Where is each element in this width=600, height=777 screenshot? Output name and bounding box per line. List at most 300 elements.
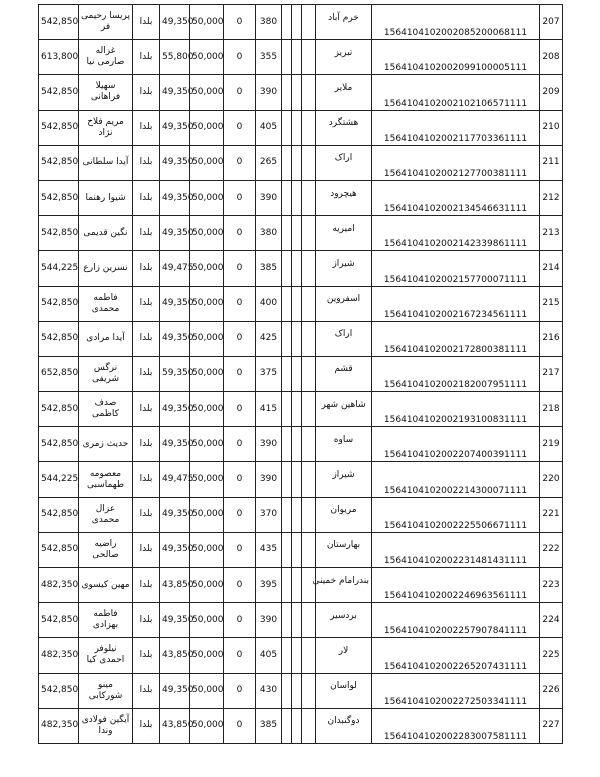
- paid-amount-cell: 49,350: [160, 216, 190, 251]
- type-cell: بلدا: [133, 427, 160, 462]
- type-cell: بلدا: [133, 180, 160, 215]
- zero-cell: 0: [224, 532, 256, 567]
- cap-amount-cell: 50,000: [190, 532, 224, 567]
- zero-cell: 0: [224, 251, 256, 286]
- empty-cell: [292, 462, 302, 497]
- paid-amount-cell: 49,350: [160, 180, 190, 215]
- city-label: بردسیر: [330, 610, 357, 621]
- table-row: [39, 286, 563, 321]
- person-name-cell: معصومه طهماسبی: [79, 462, 133, 497]
- paid-amount-cell: 49,350: [160, 321, 190, 356]
- person-name-cell: غزاله صارمی نیا: [79, 40, 133, 75]
- zero-cell: 0: [224, 356, 256, 391]
- empty-cell: [292, 356, 302, 391]
- zero-cell: 0: [224, 180, 256, 215]
- city-cell: [316, 708, 372, 743]
- code-cell: 1564104102002142339861111: [372, 216, 540, 251]
- empty-cell: [292, 180, 302, 215]
- city-cell: [316, 251, 372, 286]
- empty-cell: [302, 532, 316, 567]
- city-label: لار: [338, 645, 349, 656]
- zero-cell: 0: [224, 603, 256, 638]
- code-cell: 1564104102002085200068111: [372, 5, 540, 40]
- empty-cell: [282, 145, 292, 180]
- city-cell: [316, 5, 372, 40]
- empty-cell: [282, 216, 292, 251]
- row-number-cell: 220: [540, 462, 563, 497]
- total-amount-cell: 542,850: [39, 321, 79, 356]
- empty-cell: [302, 356, 316, 391]
- city-label: قشم: [334, 364, 353, 375]
- paid-amount-cell: 43,850: [160, 708, 190, 743]
- zero-cell: 0: [224, 321, 256, 356]
- city-label: هشتگرد: [328, 118, 359, 129]
- type-cell: بلدا: [133, 251, 160, 286]
- cap-amount-cell: 50,000: [190, 75, 224, 110]
- row-number-cell: 209: [540, 75, 563, 110]
- city-cell: [316, 110, 372, 145]
- zero-cell: 0: [224, 427, 256, 462]
- code-cell: 1564104102002246963561111: [372, 568, 540, 603]
- empty-cell: [282, 251, 292, 286]
- cap-amount-cell: 50,000: [190, 216, 224, 251]
- total-amount-cell: 542,850: [39, 427, 79, 462]
- city-cell: [316, 286, 372, 321]
- table-row: [39, 462, 563, 497]
- row-number-cell: 208: [540, 40, 563, 75]
- table-body: [39, 5, 563, 744]
- total-amount-cell: 542,850: [39, 110, 79, 145]
- city-label: امیریه: [332, 223, 355, 234]
- count-cell: 390: [256, 180, 282, 215]
- zero-cell: 0: [224, 568, 256, 603]
- empty-cell: [292, 638, 302, 673]
- person-name-cell: نرگس شریفی: [79, 356, 133, 391]
- code-cell: 1564104102002231481431111: [372, 532, 540, 567]
- code-cell: 1564104102002265207431111: [372, 638, 540, 673]
- count-cell: 415: [256, 392, 282, 427]
- empty-cell: [292, 532, 302, 567]
- cap-amount-cell: 50,000: [190, 462, 224, 497]
- row-number-cell: 214: [540, 251, 563, 286]
- code-cell: 1564104102002225506671111: [372, 497, 540, 532]
- type-cell: بلدا: [133, 532, 160, 567]
- city-cell: [312, 568, 372, 603]
- total-amount-cell: 542,850: [39, 603, 79, 638]
- code-cell: 1564104102002167234561111: [372, 286, 540, 321]
- empty-cell: [282, 638, 292, 673]
- empty-cell: [292, 497, 302, 532]
- city-label: شیراز: [332, 258, 355, 269]
- empty-cell: [282, 75, 292, 110]
- count-cell: 390: [256, 603, 282, 638]
- row-number-cell: 210: [540, 110, 563, 145]
- empty-cell: [302, 145, 316, 180]
- zero-cell: 0: [224, 40, 256, 75]
- person-name-cell: راضیه صالحی: [79, 532, 133, 567]
- type-cell: بلدا: [133, 356, 160, 391]
- table-row: [39, 568, 563, 603]
- total-amount-cell: 542,850: [39, 75, 79, 110]
- type-cell: بلدا: [133, 321, 160, 356]
- table-row: [39, 673, 563, 708]
- row-number-cell: 227: [540, 708, 563, 743]
- empty-cell: [302, 321, 316, 356]
- cap-amount-cell: 50,000: [190, 110, 224, 145]
- type-cell: بلدا: [133, 497, 160, 532]
- city-label: شیراز: [332, 470, 355, 481]
- total-amount-cell: 544,225: [39, 251, 79, 286]
- table-row: [39, 603, 563, 638]
- empty-cell: [292, 75, 302, 110]
- row-number-cell: 225: [540, 638, 563, 673]
- city-cell: [316, 638, 372, 673]
- total-amount-cell: 542,850: [39, 180, 79, 215]
- city-cell: [316, 145, 372, 180]
- paid-amount-cell: 49,350: [160, 532, 190, 567]
- empty-cell: [302, 180, 316, 215]
- empty-cell: [292, 708, 302, 743]
- paid-amount-cell: 43,850: [160, 568, 190, 603]
- cap-amount-cell: 50,000: [190, 321, 224, 356]
- zero-cell: 0: [224, 110, 256, 145]
- code-cell: 1564104102002283007581111: [372, 708, 540, 743]
- cap-amount-cell: 50,000: [190, 638, 224, 673]
- city-cell: [316, 356, 372, 391]
- table-row: [39, 40, 563, 75]
- city-label: لواسان: [330, 681, 357, 692]
- row-number-cell: 223: [540, 568, 563, 603]
- empty-cell: [292, 40, 302, 75]
- zero-cell: 0: [224, 75, 256, 110]
- city-label: بهارستان: [326, 540, 361, 551]
- type-cell: بلدا: [133, 673, 160, 708]
- code-cell: 1564104102002102106571111: [372, 75, 540, 110]
- count-cell: 385: [256, 251, 282, 286]
- code-cell: 1564104102002099100005111: [372, 40, 540, 75]
- type-cell: بلدا: [133, 40, 160, 75]
- empty-cell: [302, 110, 316, 145]
- city-label: اسفروین: [326, 294, 361, 305]
- table-row: [39, 5, 563, 40]
- code-cell: 1564104102002172800381111: [372, 321, 540, 356]
- empty-cell: [292, 110, 302, 145]
- zero-cell: 0: [224, 462, 256, 497]
- zero-cell: 0: [224, 497, 256, 532]
- empty-cell: [282, 603, 292, 638]
- cap-amount-cell: 50,000: [190, 427, 224, 462]
- empty-cell: [292, 145, 302, 180]
- cap-amount-cell: 50,000: [190, 145, 224, 180]
- person-name-cell: آیگین فولادی وندا: [79, 708, 133, 743]
- type-cell: بلدا: [133, 708, 160, 743]
- cap-amount-cell: 50,000: [190, 286, 224, 321]
- person-name-cell: نگین قدیمی: [79, 216, 133, 251]
- type-cell: بلدا: [133, 286, 160, 321]
- city-label: دوگنبدان: [327, 716, 360, 727]
- cap-amount-cell: 50,000: [190, 708, 224, 743]
- code-cell: 1564104102002127700381111: [372, 145, 540, 180]
- paid-amount-cell: 49,350: [160, 110, 190, 145]
- empty-cell: [282, 462, 292, 497]
- row-number-cell: 222: [540, 532, 563, 567]
- count-cell: 380: [256, 5, 282, 40]
- count-cell: 375: [256, 356, 282, 391]
- cap-amount-cell: 50,000: [190, 40, 224, 75]
- person-name-cell: آیدا مرادی: [79, 321, 133, 356]
- empty-cell: [282, 180, 292, 215]
- count-cell: 430: [256, 673, 282, 708]
- total-amount-cell: 542,850: [39, 145, 79, 180]
- paid-amount-cell: 49,350: [160, 673, 190, 708]
- cap-amount-cell: 50,000: [190, 356, 224, 391]
- city-label: مریوان: [330, 505, 357, 516]
- city-cell: [316, 673, 372, 708]
- empty-cell: [282, 321, 292, 356]
- row-number-cell: 213: [540, 216, 563, 251]
- empty-cell: [282, 673, 292, 708]
- count-cell: 265: [256, 145, 282, 180]
- cap-amount-cell: 50,000: [190, 5, 224, 40]
- total-amount-cell: 542,850: [39, 673, 79, 708]
- zero-cell: 0: [224, 286, 256, 321]
- row-number-cell: 224: [540, 603, 563, 638]
- table-row: [39, 145, 563, 180]
- paid-amount-cell: 49,475: [160, 462, 190, 497]
- empty-cell: [302, 251, 316, 286]
- city-label: ساوه: [333, 434, 354, 445]
- table-row: [39, 321, 563, 356]
- city-label: اراک: [334, 329, 353, 340]
- empty-cell: [292, 286, 302, 321]
- empty-cell: [292, 216, 302, 251]
- city-cell: [316, 427, 372, 462]
- person-name-cell: پریسا رحیمی فر: [79, 5, 133, 40]
- total-amount-cell: 613,800: [39, 40, 79, 75]
- paid-amount-cell: 43,850: [160, 638, 190, 673]
- table-row: [39, 497, 563, 532]
- cap-amount-cell: 50,000: [190, 603, 224, 638]
- city-cell: [316, 180, 372, 215]
- row-number-cell: 212: [540, 180, 563, 215]
- paid-amount-cell: 49,350: [160, 427, 190, 462]
- empty-cell: [292, 673, 302, 708]
- cap-amount-cell: 50,000: [190, 180, 224, 215]
- zero-cell: 0: [224, 5, 256, 40]
- row-number-cell: 219: [540, 427, 563, 462]
- table-row: [39, 110, 563, 145]
- empty-cell: [302, 462, 316, 497]
- zero-cell: 0: [224, 673, 256, 708]
- type-cell: بلدا: [133, 145, 160, 180]
- city-label: شاهین شهر: [321, 399, 366, 410]
- city-cell: [316, 392, 372, 427]
- empty-cell: [282, 356, 292, 391]
- empty-cell: [282, 40, 292, 75]
- person-name-cell: نسرین زارع: [79, 251, 133, 286]
- total-amount-cell: 542,850: [39, 532, 79, 567]
- person-name-cell: شیوا رهنما: [79, 180, 133, 215]
- paid-amount-cell: 49,350: [160, 145, 190, 180]
- person-name-cell: سهیلا فراهانی: [79, 75, 133, 110]
- person-name-cell: فاطمه بهزادی: [79, 603, 133, 638]
- type-cell: بلدا: [133, 638, 160, 673]
- row-number-cell: 215: [540, 286, 563, 321]
- empty-cell: [302, 708, 316, 743]
- empty-cell: [292, 321, 302, 356]
- table-row: [39, 75, 563, 110]
- empty-cell: [302, 638, 316, 673]
- total-amount-cell: 482,350: [39, 708, 79, 743]
- count-cell: 390: [256, 462, 282, 497]
- person-name-cell: مریم فلاح نژاد: [79, 110, 133, 145]
- city-label: بندرامام خمینی: [312, 575, 369, 586]
- person-name-cell: حدیث زمری: [79, 427, 133, 462]
- type-cell: بلدا: [133, 462, 160, 497]
- row-number-cell: 211: [540, 145, 563, 180]
- row-number-cell: 221: [540, 497, 563, 532]
- code-cell: 1564104102002117703361111: [372, 110, 540, 145]
- total-amount-cell: 482,350: [39, 638, 79, 673]
- person-name-cell: آیدا سلطانی: [79, 145, 133, 180]
- code-cell: 1564104102002157700071111: [372, 251, 540, 286]
- empty-cell: [282, 427, 292, 462]
- paid-amount-cell: 49,350: [160, 5, 190, 40]
- zero-cell: 0: [224, 145, 256, 180]
- count-cell: 370: [256, 497, 282, 532]
- empty-cell: [292, 427, 302, 462]
- empty-cell: [302, 216, 316, 251]
- count-cell: 405: [256, 638, 282, 673]
- empty-cell: [302, 286, 316, 321]
- total-amount-cell: 542,850: [39, 392, 79, 427]
- person-name-cell: فاطمه محمدی: [79, 286, 133, 321]
- row-number-cell: 216: [540, 321, 563, 356]
- count-cell: 385: [256, 708, 282, 743]
- type-cell: بلدا: [133, 5, 160, 40]
- zero-cell: 0: [224, 708, 256, 743]
- city-cell: [316, 75, 372, 110]
- empty-cell: [282, 497, 292, 532]
- city-cell: [316, 532, 372, 567]
- cap-amount-cell: 50,000: [190, 251, 224, 286]
- paid-amount-cell: 49,475: [160, 251, 190, 286]
- count-cell: 405: [256, 110, 282, 145]
- empty-cell: [302, 5, 316, 40]
- count-cell: 355: [256, 40, 282, 75]
- empty-cell: [282, 110, 292, 145]
- total-amount-cell: 542,850: [39, 5, 79, 40]
- person-name-cell: نیلوفر احمدی کیا: [79, 638, 133, 673]
- empty-cell: [282, 532, 292, 567]
- empty-cell: [292, 251, 302, 286]
- count-cell: 395: [256, 568, 282, 603]
- type-cell: بلدا: [133, 568, 160, 603]
- paid-amount-cell: 49,350: [160, 75, 190, 110]
- row-number-cell: 218: [540, 392, 563, 427]
- person-name-cell: عزال محمدی: [79, 497, 133, 532]
- paid-amount-cell: 49,350: [160, 392, 190, 427]
- city-label: تبریز: [334, 47, 353, 58]
- empty-cell: [292, 568, 302, 603]
- count-cell: 435: [256, 532, 282, 567]
- empty-cell: [302, 75, 316, 110]
- city-cell: [316, 497, 372, 532]
- type-cell: بلدا: [133, 392, 160, 427]
- code-cell: 1564104102002272503341111: [372, 673, 540, 708]
- code-cell: 1564104102002134546631111: [372, 180, 540, 215]
- total-amount-cell: 542,850: [39, 286, 79, 321]
- city-cell: [316, 216, 372, 251]
- person-name-cell: مینو شورکابی: [79, 673, 133, 708]
- cap-amount-cell: 50,000: [190, 497, 224, 532]
- zero-cell: 0: [224, 638, 256, 673]
- paid-amount-cell: 49,350: [160, 286, 190, 321]
- table-row: [39, 251, 563, 286]
- paid-amount-cell: 55,800: [160, 40, 190, 75]
- type-cell: بلدا: [133, 603, 160, 638]
- empty-cell: [292, 392, 302, 427]
- person-name-cell: صدف کاظمی: [79, 392, 133, 427]
- payment-table: [38, 4, 563, 744]
- count-cell: 400: [256, 286, 282, 321]
- count-cell: 425: [256, 321, 282, 356]
- empty-cell: [292, 603, 302, 638]
- empty-cell: [282, 5, 292, 40]
- code-cell: 1564104102002182007951111: [372, 356, 540, 391]
- empty-cell: [302, 427, 316, 462]
- empty-cell: [282, 568, 292, 603]
- cap-amount-cell: 50,000: [190, 568, 224, 603]
- type-cell: بلدا: [133, 216, 160, 251]
- table-row: [39, 180, 563, 215]
- code-cell: 1564104102002257907841111: [372, 603, 540, 638]
- code-cell: 1564104102002193100831111: [372, 392, 540, 427]
- table-row: [39, 708, 563, 743]
- empty-cell: [282, 392, 292, 427]
- row-number-cell: 217: [540, 356, 563, 391]
- code-cell: 1564104102002214300071111: [372, 462, 540, 497]
- row-number-cell: 207: [540, 5, 563, 40]
- table-row: [39, 392, 563, 427]
- person-name-cell: مهین کیسوی: [79, 568, 133, 603]
- empty-cell: [302, 673, 316, 708]
- type-cell: بلدا: [133, 110, 160, 145]
- total-amount-cell: 542,850: [39, 216, 79, 251]
- count-cell: 390: [256, 427, 282, 462]
- empty-cell: [292, 5, 302, 40]
- count-cell: 380: [256, 216, 282, 251]
- type-cell: بلدا: [133, 75, 160, 110]
- city-cell: [316, 321, 372, 356]
- total-amount-cell: 542,850: [39, 497, 79, 532]
- total-amount-cell: 652,850: [39, 356, 79, 391]
- paid-amount-cell: 59,350: [160, 356, 190, 391]
- city-cell: [316, 603, 372, 638]
- table-row: [39, 356, 563, 391]
- empty-cell: [302, 497, 316, 532]
- empty-cell: [302, 603, 316, 638]
- city-label: خرم آباد: [328, 12, 359, 23]
- paid-amount-cell: 49,350: [160, 497, 190, 532]
- total-amount-cell: 544,225: [39, 462, 79, 497]
- city-label: ملایر: [334, 82, 353, 93]
- cap-amount-cell: 50,000: [190, 673, 224, 708]
- zero-cell: 0: [224, 392, 256, 427]
- row-number-cell: 226: [540, 673, 563, 708]
- table-row: [39, 532, 563, 567]
- empty-cell: [282, 286, 292, 321]
